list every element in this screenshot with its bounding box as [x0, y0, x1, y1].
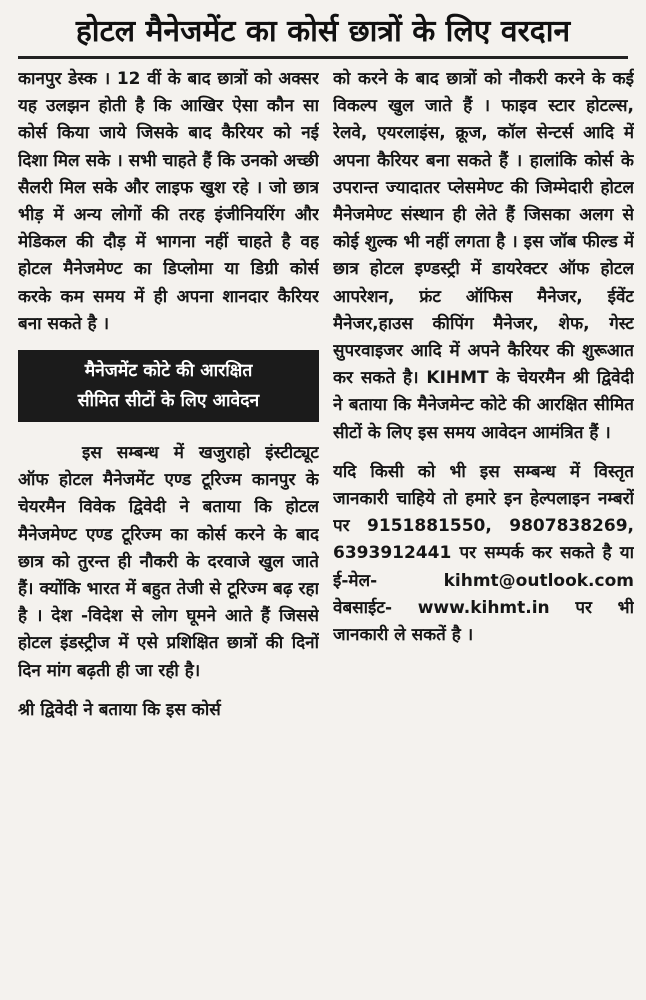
article-columns	[18, 66, 634, 992]
article-paragraph-chairman: इस सम्बन्ध में खजुराहो इंस्टीट्यूट ऑफ होटल मैनेजमेंट एण्ड टूरिज्म कानपुर के चेयरमैन विवेक द्विवेदी ने बताया कि होटल मैनेजमेण्ट एण्ड टूरिज्म का कोर्स करने के बाद छात्र को तुरन्त ही नौकरी के दरवाजे खुल जाते हैं। क्योंकि भारत में बहुत तेजी से टूरिज्म बढ़ रहा है । देश -विदेश से लोग घूमने आते हैं जिससे होटल इंडस्ट्रीज में एसे प्रशिक्षित छात्रों की दिनों दिन मांग बढ़ती ही जा रही है।	[18, 443, 319, 681]
column-left	[18, 66, 319, 992]
subheading-line-2: सीमित सीटों के लिए आवेदन	[77, 391, 260, 412]
article-paragraph-careers: को करने के बाद छात्रों को नौकरी करने के कई विकल्प खुल जाते हैं । फाइव स्टार होटल्स, रेलवे, एयरलाइंस, क्रूज, कॉल सेन्टर्स आदि में अपना कैरियर बना सकते हैं । हालांकि कोर्स के उपरान्त ज्यादातर प्लेसमेण्ट की जिम्मेदारी होटल मैनेजमेण्ट संस्थान ही लेते हैं जिसका अलग से कोई शुल्क भी नहीं लगता है । इस जॉब फील्ड में छात्र होटल इण्डस्ट्री में डायरेक्टर ऑफ होटल आपरेशन, फ्रंट ऑफिस मैनेजर, ईवेंट मैनेजर,हाउस कीपिंग मैनेजर, शेफ, गेस्ट सुपरवाइजर आदि में अपने कैरियर की शुरूआत कर सकते है। KIHMT के चेयरमैन श्री द्विवेदी ने बताया कि मैनेजमेन्ट कोटे की आरक्षित सीमित सीटों के लिए इस समय आवेदन आमंत्रित हैं ।	[333, 69, 634, 443]
column-right	[333, 66, 634, 992]
article-paragraph-contact: यदि किसी को भी इस सम्बन्ध में विस्तृत जानकारी चाहिये तो हमारे इन हेल्पलाइन नम्बरों पर 9151881550, 9807838269, 6393912441 पर सम्पर्क कर सकते है या ई-मेल- kihmt@outlook.com वेबसाईट- www.kihmt.in पर भी जानकारी ले सकतें है ।	[333, 461, 634, 646]
headline: होटल मैनेजमेंट का कोर्स छात्रों के लिए वरदान	[18, 12, 628, 59]
subheading-line-1: मैनेजमेंट कोटे की आरक्षित	[84, 361, 253, 382]
subheading-box	[18, 350, 319, 422]
article-paragraph-continued: श्री द्विवेदी ने बताया कि इस कोर्स	[18, 699, 221, 720]
article-paragraph-intro: कानपुर डेस्क । 12 वीं के बाद छात्रों को अक्सर यह उलझन होती है कि आखिर ऐसा कौन सा कोर्स किया जाये जिसके बाद कैरियर को नई दिशा मिल सके । सभी चाहते हैं कि उनको अच्छी सैलरी मिल सके और लाइफ खुश रहे । जो छात्र भीड़ में अन्य लोगों की तरह इंजीनियरिंग और मेडिकल की दौड़ में भागना नहीं चाहते है वह होटल मैनेजमेण्ट का डिप्लोमा या डिग्री कोर्स करके कम समय में ही अपना शानदार कैरियर बना सकते है ।	[18, 69, 319, 334]
